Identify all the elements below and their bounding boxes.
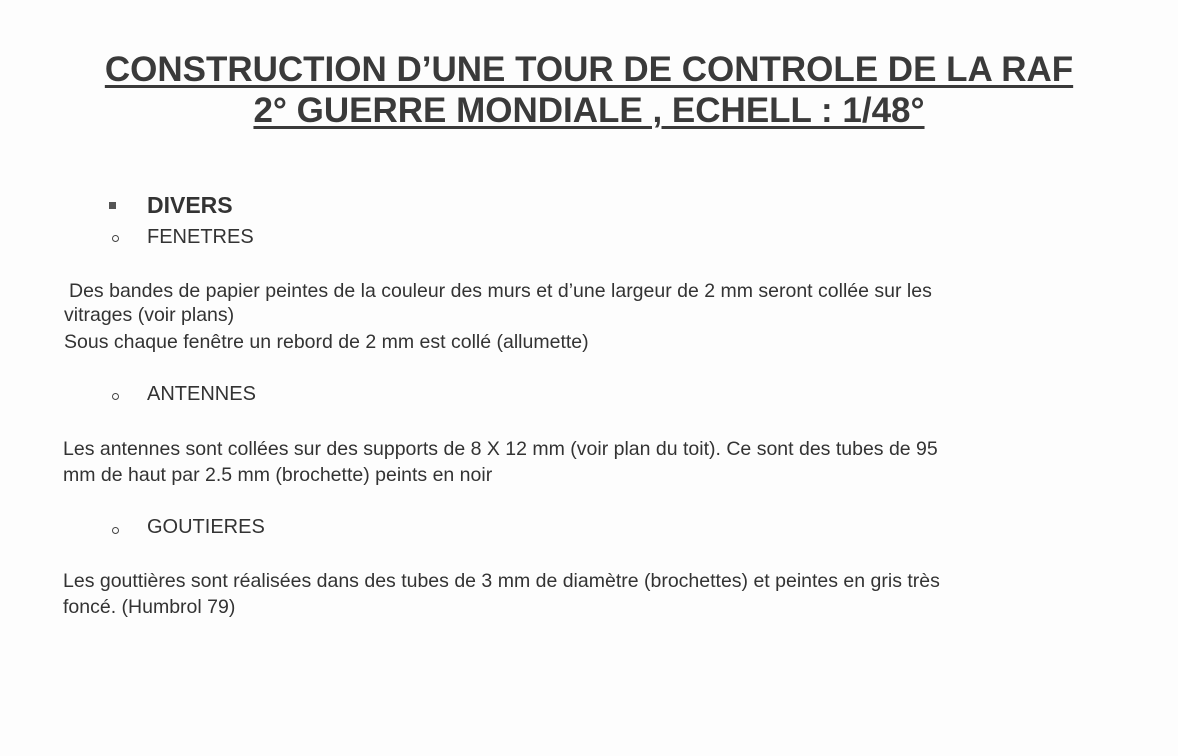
goutieres-text-line-2: foncé. (Humbrol 79): [63, 596, 236, 618]
title-line-2: 2° GUERRE MONDIALE , ECHELL : 1/48°: [253, 91, 925, 130]
goutieres-text-line-1: Les gouttières sont réalisées dans des tubes de 3 mm de diamètre (brochettes) et peintes en gris très: [63, 570, 940, 592]
fenetres-text-line-1: Des bandes de papier peintes de la couleur des murs et d’une largeur de 2 mm seront collée sur les: [69, 280, 932, 302]
section-heading-divers: DIVERS: [147, 192, 233, 218]
antennes-text-line-1: Les antennes sont collées sur des supports de 8 X 12 mm (voir plan du toit). Ce sont des tubes de 95: [63, 438, 938, 460]
sub-heading-fenetres: FENETRES: [147, 226, 254, 248]
sub-heading-antennes: ANTENNES: [147, 383, 256, 405]
antennes-text-line-2: mm de haut par 2.5 mm (brochette) peints en noir: [63, 464, 493, 486]
fenetres-text-line-2: vitrages (voir plans): [64, 304, 235, 326]
circle-bullet-icon: [112, 235, 119, 242]
square-bullet-icon: [109, 202, 116, 209]
sub-heading-goutieres: GOUTIERES: [147, 516, 265, 538]
fenetres-text-line-3: Sous chaque fenêtre un rebord de 2 mm est collé (allumette): [64, 331, 589, 353]
circle-bullet-icon: [112, 393, 119, 400]
circle-bullet-icon: [112, 527, 119, 534]
title-line-1: CONSTRUCTION D’UNE TOUR DE CONTROLE DE LA RAF: [104, 50, 1074, 89]
